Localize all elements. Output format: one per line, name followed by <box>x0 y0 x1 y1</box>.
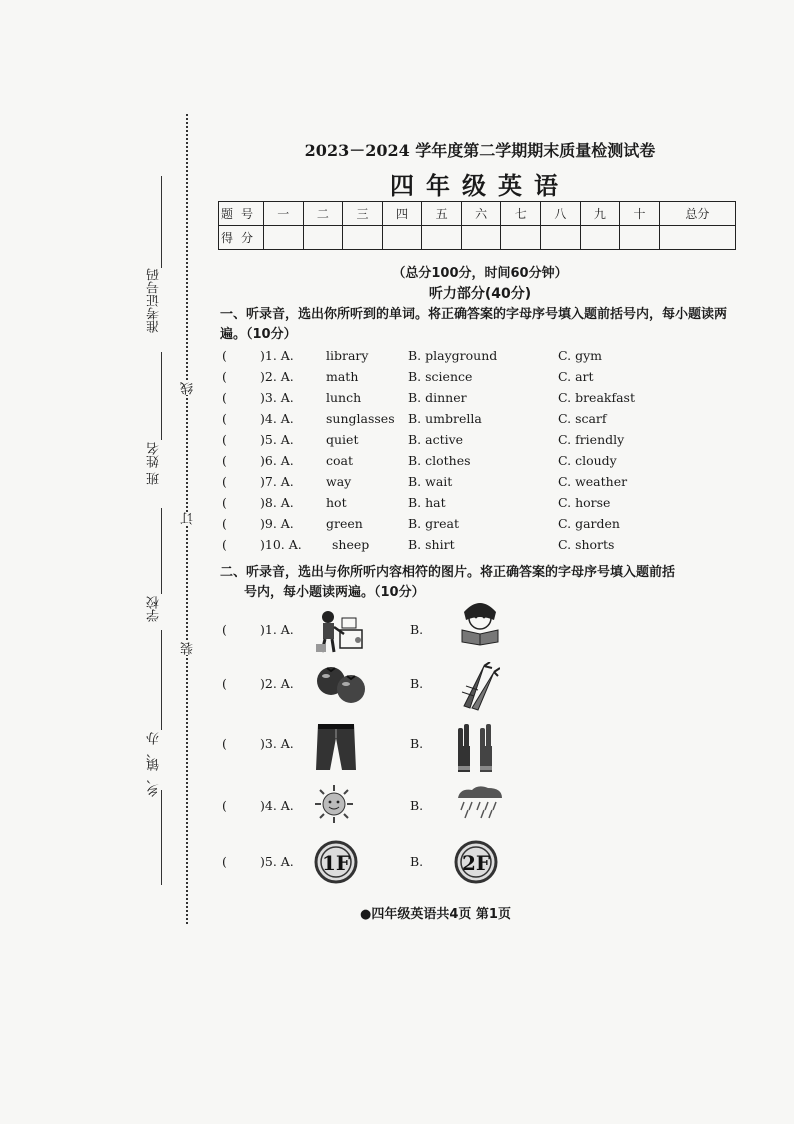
answer-bracket[interactable]: ( <box>222 622 227 637</box>
exam-info: （总分100分，时间60分钟） <box>392 266 568 281</box>
answer-bracket[interactable]: ( <box>222 736 227 751</box>
score-cell <box>541 226 581 250</box>
option-c: C. gym <box>558 348 602 363</box>
option-a: coat <box>326 453 354 468</box>
score-row2-label: 得分 <box>219 226 264 250</box>
answer-bracket[interactable]: ( <box>222 369 227 384</box>
option-b: B. hat <box>408 495 446 510</box>
part1-item <box>222 474 742 494</box>
boy-tidying-icon <box>314 608 366 659</box>
answer-bracket[interactable]: ( <box>222 676 227 691</box>
name-blank <box>161 352 162 440</box>
class-blank <box>161 508 162 594</box>
option-c: C. scarf <box>558 411 607 426</box>
score-cell <box>303 226 343 250</box>
score-cell <box>620 226 660 250</box>
option-a: way <box>326 474 352 489</box>
option-b: B. active <box>408 432 464 447</box>
subject-title: 四年级英语 <box>390 172 570 200</box>
option-c: C. weather <box>558 474 628 489</box>
item-number: )6. A. <box>260 453 294 468</box>
item-number: )3. A. <box>260 736 294 751</box>
item-number: )8. A. <box>260 495 294 510</box>
answer-bracket[interactable]: ( <box>222 798 227 813</box>
listening-title: 听力部分(40分) <box>428 286 532 302</box>
score-cell <box>343 226 383 250</box>
school-label: 学校 <box>147 596 162 622</box>
score-cell <box>659 226 735 250</box>
option-c: C. art <box>558 369 594 384</box>
score-col-header: 四 <box>382 202 422 226</box>
score-cell <box>580 226 620 250</box>
part1-item <box>222 390 742 410</box>
option-b-label: B. <box>410 854 424 869</box>
score-col-header: 十 <box>620 202 660 226</box>
floor-2f-icon <box>454 840 498 887</box>
score-col-header: 八 <box>541 202 581 226</box>
mark-pack: 装 <box>181 642 196 655</box>
item-number: )1. A. <box>260 622 294 637</box>
item-number: )5. A. <box>260 432 294 447</box>
item-number: )4. A. <box>260 798 294 813</box>
answer-bracket[interactable]: ( <box>222 854 227 869</box>
item-number: )3. A. <box>260 390 294 405</box>
score-cell <box>382 226 422 250</box>
option-c: C. cloudy <box>558 453 617 468</box>
option-b-label: B. <box>410 622 424 637</box>
item-number: )5. A. <box>260 854 294 869</box>
page-footer: ●四年级英语共4页 第1页 <box>360 907 511 922</box>
option-c: C. breakfast <box>558 390 635 405</box>
item-number: )4. A. <box>260 411 294 426</box>
option-a: hot <box>326 495 347 510</box>
answer-bracket[interactable]: ( <box>222 537 227 552</box>
option-c: C. garden <box>558 516 620 531</box>
part2-item <box>222 722 622 772</box>
option-c: C. horse <box>558 495 611 510</box>
part1-item <box>222 516 742 536</box>
boy-reading-icon <box>454 594 506 649</box>
option-c: C. shorts <box>558 537 615 552</box>
part1-item <box>222 432 742 452</box>
answer-bracket[interactable]: ( <box>222 453 227 468</box>
gloves-icon <box>454 722 498 777</box>
option-b: B. dinner <box>408 390 467 405</box>
score-row1-label: 题号 <box>219 202 264 226</box>
answer-bracket[interactable]: ( <box>222 474 227 489</box>
carrots-icon <box>454 662 500 715</box>
option-b: B. playground <box>408 348 498 363</box>
item-number: )9. A. <box>260 516 294 531</box>
score-col-header: 五 <box>422 202 462 226</box>
town-label: 乡、镇、办 <box>147 732 162 797</box>
option-a: green <box>326 516 363 531</box>
option-b: B. science <box>408 369 473 384</box>
option-b: B. wait <box>408 474 453 489</box>
answer-bracket[interactable]: ( <box>222 411 227 426</box>
part1-item <box>222 453 742 473</box>
item-number: )7. A. <box>260 474 294 489</box>
part1-instruction: 一、听录音，选出你所听到的单词。将正确答案的字母序号填入题前括号内，每小题读两遍。（10分） <box>220 307 728 342</box>
option-b: B. great <box>408 516 459 531</box>
answer-bracket[interactable]: ( <box>222 390 227 405</box>
option-b-label: B. <box>410 676 424 691</box>
option-a: sheep <box>332 537 370 552</box>
part1-item <box>222 369 742 389</box>
score-col-header: 七 <box>501 202 541 226</box>
score-cell <box>264 226 304 250</box>
option-b: B. umbrella <box>408 411 482 426</box>
item-number: )2. A. <box>260 369 294 384</box>
item-number: )10. A. <box>260 537 302 552</box>
score-cell <box>461 226 501 250</box>
answer-bracket[interactable]: ( <box>222 432 227 447</box>
part1-item <box>222 411 742 431</box>
score-col-header: 九 <box>580 202 620 226</box>
part2-instruction-line1: 二、听录音，选出与你所听内容相符的图片。将正确答案的字母序号填入题前括 <box>220 565 676 580</box>
tomatoes-icon <box>314 662 370 709</box>
part1-item <box>222 537 742 557</box>
rain-icon <box>454 784 506 823</box>
answer-bracket[interactable]: ( <box>222 348 227 363</box>
option-b-label: B. <box>410 798 424 813</box>
option-a: library <box>326 348 369 363</box>
answer-bracket[interactable]: ( <box>222 516 227 531</box>
option-a: math <box>326 369 359 384</box>
option-a: quiet <box>326 432 359 447</box>
part2-item <box>222 608 622 658</box>
option-b: B. clothes <box>408 453 471 468</box>
score-col-header: 一 <box>264 202 304 226</box>
option-c: C. friendly <box>558 432 625 447</box>
option-b-label: B. <box>410 736 424 751</box>
svg-text:1F: 1F <box>321 851 351 875</box>
exam-id-label: 准考证号码 <box>147 268 162 333</box>
score-col-header: 三 <box>343 202 383 226</box>
school-blank <box>161 630 162 730</box>
option-b: B. shirt <box>408 537 455 552</box>
score-col-header: 二 <box>303 202 343 226</box>
option-a: lunch <box>326 390 362 405</box>
option-a: sunglasses <box>326 411 395 426</box>
score-cell <box>422 226 462 250</box>
part2-instruction-line2: 号内，每小题读两遍。（10分） <box>244 585 425 600</box>
score-cell <box>501 226 541 250</box>
part2-item <box>222 784 622 834</box>
score-row-header <box>219 202 736 226</box>
score-col-header: 六 <box>461 202 501 226</box>
part2-item <box>222 662 622 712</box>
exam-id-blank <box>161 176 162 268</box>
score-col-header: 总分 <box>659 202 735 226</box>
svg-text:2F: 2F <box>461 851 491 875</box>
class-name-label: 班 姓名 <box>147 442 162 486</box>
mark-bind: 订 <box>181 512 196 525</box>
town-blank <box>161 790 162 885</box>
part1-item <box>222 495 742 515</box>
mark-line: 线 <box>181 382 196 395</box>
part1-item <box>222 348 742 368</box>
item-number: )1. A. <box>260 348 294 363</box>
sun-icon <box>314 784 354 827</box>
part2-item <box>222 840 622 890</box>
floor-1f-icon <box>314 840 358 887</box>
score-row-values <box>219 226 736 250</box>
score-table <box>218 201 736 250</box>
exam-title: 2023－2024 学年度第二学期期末质量检测试卷 <box>304 141 656 160</box>
pants-icon <box>314 722 358 775</box>
answer-bracket[interactable]: ( <box>222 495 227 510</box>
item-number: )2. A. <box>260 676 294 691</box>
